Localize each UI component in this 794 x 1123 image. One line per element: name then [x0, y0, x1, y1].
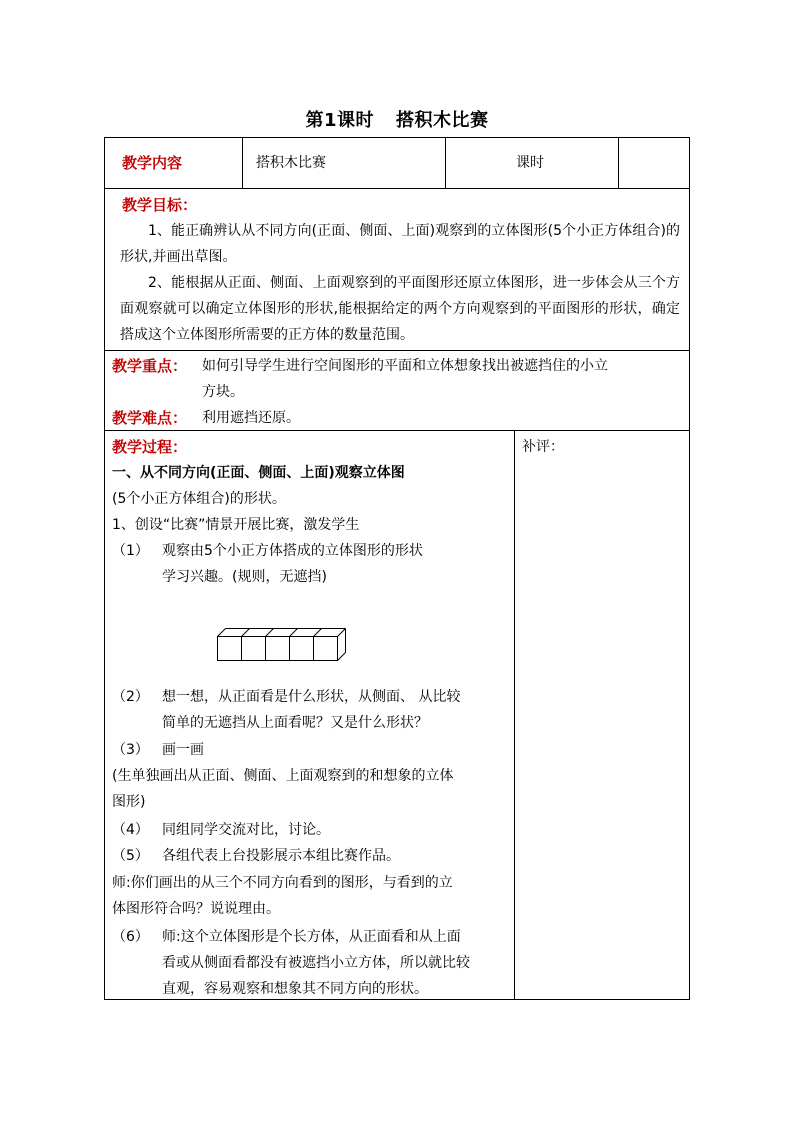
col-divider [445, 137, 446, 188]
key-points-text-2: 方块。 [202, 384, 244, 400]
cube-edge [314, 629, 322, 637]
step-text: 简单的无遮挡从上面看呢？又是什么形状？ [162, 715, 428, 731]
objectives-label: 教学目标： [122, 196, 198, 214]
key-points-text: 如何引导学生进行空间图形的平面和立体想象找出被遮挡住的小立 [202, 358, 608, 374]
objective-2: 2、能根据从正面、侧面、上面观察到的平面图形还原立体图形，进一步体会从三个方面观察就可以确定立体图形的形状,能根据给定的两个方向观察到的平面图形的形状，确定搭成这个立体图形所需要的正方体的数量范围。 [120, 275, 680, 343]
difficulty-text: 利用遮挡还原。 [202, 410, 300, 426]
col-divider [618, 137, 619, 188]
cube-edge [338, 629, 346, 637]
five-cubes-figure [210, 624, 360, 664]
cubes-front-face [218, 637, 338, 661]
step-text: 直观，容易观察和想象其不同方向的形状。 [162, 981, 428, 997]
step-text: 师:这个立体图形是个长方体，从正面看和从上面 [162, 929, 461, 945]
row-divider [104, 188, 690, 189]
step-number: （6） [112, 929, 149, 945]
difficulty-label: 教学难点： [112, 409, 188, 427]
row-divider [104, 350, 690, 351]
section-1-heading-cont: (5个小正方体组合)的形状。 [112, 491, 286, 507]
col-divider [514, 430, 515, 1000]
cube-edge [242, 629, 250, 637]
comment-label: 补评： [522, 439, 564, 455]
step-text: 看或从侧面看都没有被遮挡小立方体，所以就比较 [162, 955, 470, 971]
step-text: 画一画 [162, 742, 204, 758]
content-label: 教学内容 [122, 154, 183, 172]
teacher-question: 师:你们画出的从三个不同方向看到的图形，与看到的立 [112, 875, 453, 891]
step-number: （1） [112, 543, 149, 559]
cube-edge [266, 629, 274, 637]
content-value: 搭积木比赛 [256, 155, 326, 171]
step-text: 同组同学交流对比，讨论。 [162, 822, 330, 838]
hours-label: 课时 [516, 155, 544, 171]
step-text: 学习兴趣。(规则，无遮挡) [162, 569, 327, 585]
cube-edge [338, 653, 346, 661]
cube-edge [290, 629, 298, 637]
row-divider [104, 430, 690, 431]
step-text: 想一想，从正面看是什么形状，从侧面、 从比较 [162, 689, 461, 705]
lesson-number: 第1课时 [305, 110, 375, 131]
page-title [0, 106, 794, 132]
key-points-label: 教学重点： [112, 357, 188, 375]
objective-1: 1、能正确辨认从不同方向(正面、侧面、上面)观察到的立体图形(5个小正方体组合)的形状,并画出草图。 [120, 223, 680, 265]
step-number: （3） [112, 742, 149, 758]
step-1: 1、创设“比赛”情景开展比赛，激发学生 [112, 517, 360, 533]
step-note: (生单独画出从正面、侧面、上面观察到的和想象的立体 [112, 768, 454, 784]
step-text: 观察由5个小正方体搭成的立体图形的形状 [162, 543, 423, 559]
step-text: 各组代表上台投影展示本组比赛作品。 [162, 848, 400, 864]
process-label: 教学过程： [112, 438, 188, 456]
lesson-name: 搭积木比赛 [396, 110, 489, 131]
teacher-question-cont: 体图形符合吗？说说理由。 [112, 901, 280, 917]
step-note: 图形) [112, 794, 146, 810]
step-number: （5） [112, 848, 149, 864]
cube-edge [218, 629, 226, 637]
step-number: （2） [112, 689, 149, 705]
col-divider [242, 137, 243, 188]
step-number: （4） [112, 822, 149, 838]
section-1-heading: 一、从不同方向(正面、侧面、上面)观察立体图 [112, 465, 405, 481]
